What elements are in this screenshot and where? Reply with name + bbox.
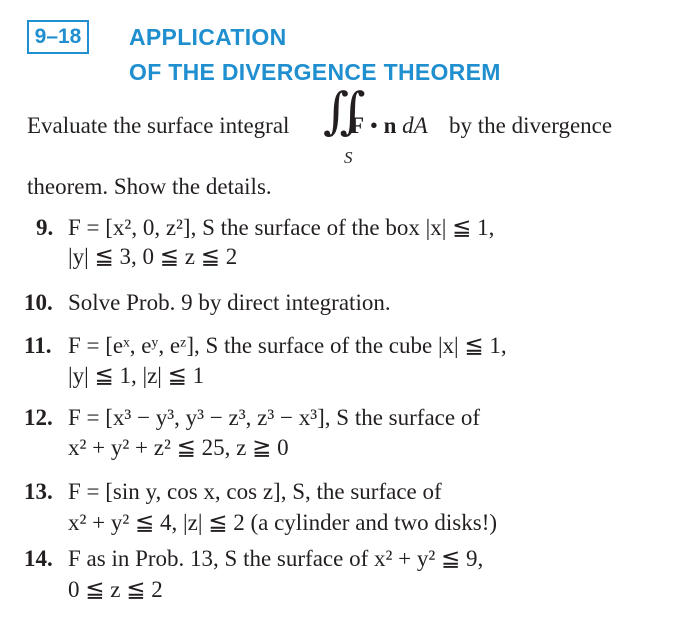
integrand-da: dA bbox=[396, 113, 428, 138]
problem-text: F = [sin y, cos x, cos z], S, the surface of bbox=[68, 479, 442, 504]
problem-text: |y| ≦ 1, |z| ≦ 1 bbox=[68, 363, 205, 388]
intro-text-part1: Evaluate the surface integral bbox=[27, 113, 290, 138]
integrand-f: F bbox=[350, 113, 365, 138]
integrand bbox=[350, 113, 428, 139]
problem-number: 9. bbox=[36, 215, 54, 240]
integrand-dot: • bbox=[364, 113, 384, 138]
problem-text: x² + y² + z² ≦ 25, z ≧ 0 bbox=[68, 435, 289, 460]
section-range-badge: 9–18 bbox=[27, 20, 89, 54]
section-title-line2: OF THE DIVERGENCE THEOREM bbox=[129, 59, 501, 85]
problem-text: F = [x², 0, z²], S the surface of the box |x| ≦ 1, bbox=[68, 215, 495, 240]
integral-subscript: S bbox=[344, 148, 353, 167]
problem-number: 13. bbox=[24, 479, 53, 504]
problem-text: F = [eˣ, eʸ, eᶻ], S the surface of the cube |x| ≦ 1, bbox=[68, 333, 507, 358]
intro-text-line2: theorem. Show the details. bbox=[27, 174, 272, 199]
problem-number: 12. bbox=[24, 405, 53, 430]
problem-text: F = [x³ − y³, y³ − z³, z³ − x³], S the surface of bbox=[68, 405, 480, 430]
double-integral-symbol: ∬ bbox=[323, 82, 348, 140]
problem-text: x² + y² ≦ 4, |z| ≦ 2 (a cylinder and two disks!) bbox=[68, 510, 498, 535]
problem-text: Solve Prob. 9 by direct integration. bbox=[68, 290, 391, 315]
problem-number: 14. bbox=[24, 546, 53, 571]
intro-text-part2: by the divergence bbox=[449, 113, 613, 138]
problem-text: F as in Prob. 13, S the surface of x² + y² ≦ 9, bbox=[68, 546, 484, 571]
problem-text: |y| ≦ 3, 0 ≦ z ≦ 2 bbox=[68, 244, 238, 269]
integrand-n: n bbox=[383, 113, 397, 138]
problem-number: 10. bbox=[24, 290, 53, 315]
section-title-line1: APPLICATION bbox=[129, 24, 287, 50]
problem-number: 11. bbox=[24, 333, 52, 358]
problem-text: 0 ≦ z ≦ 2 bbox=[68, 577, 163, 602]
